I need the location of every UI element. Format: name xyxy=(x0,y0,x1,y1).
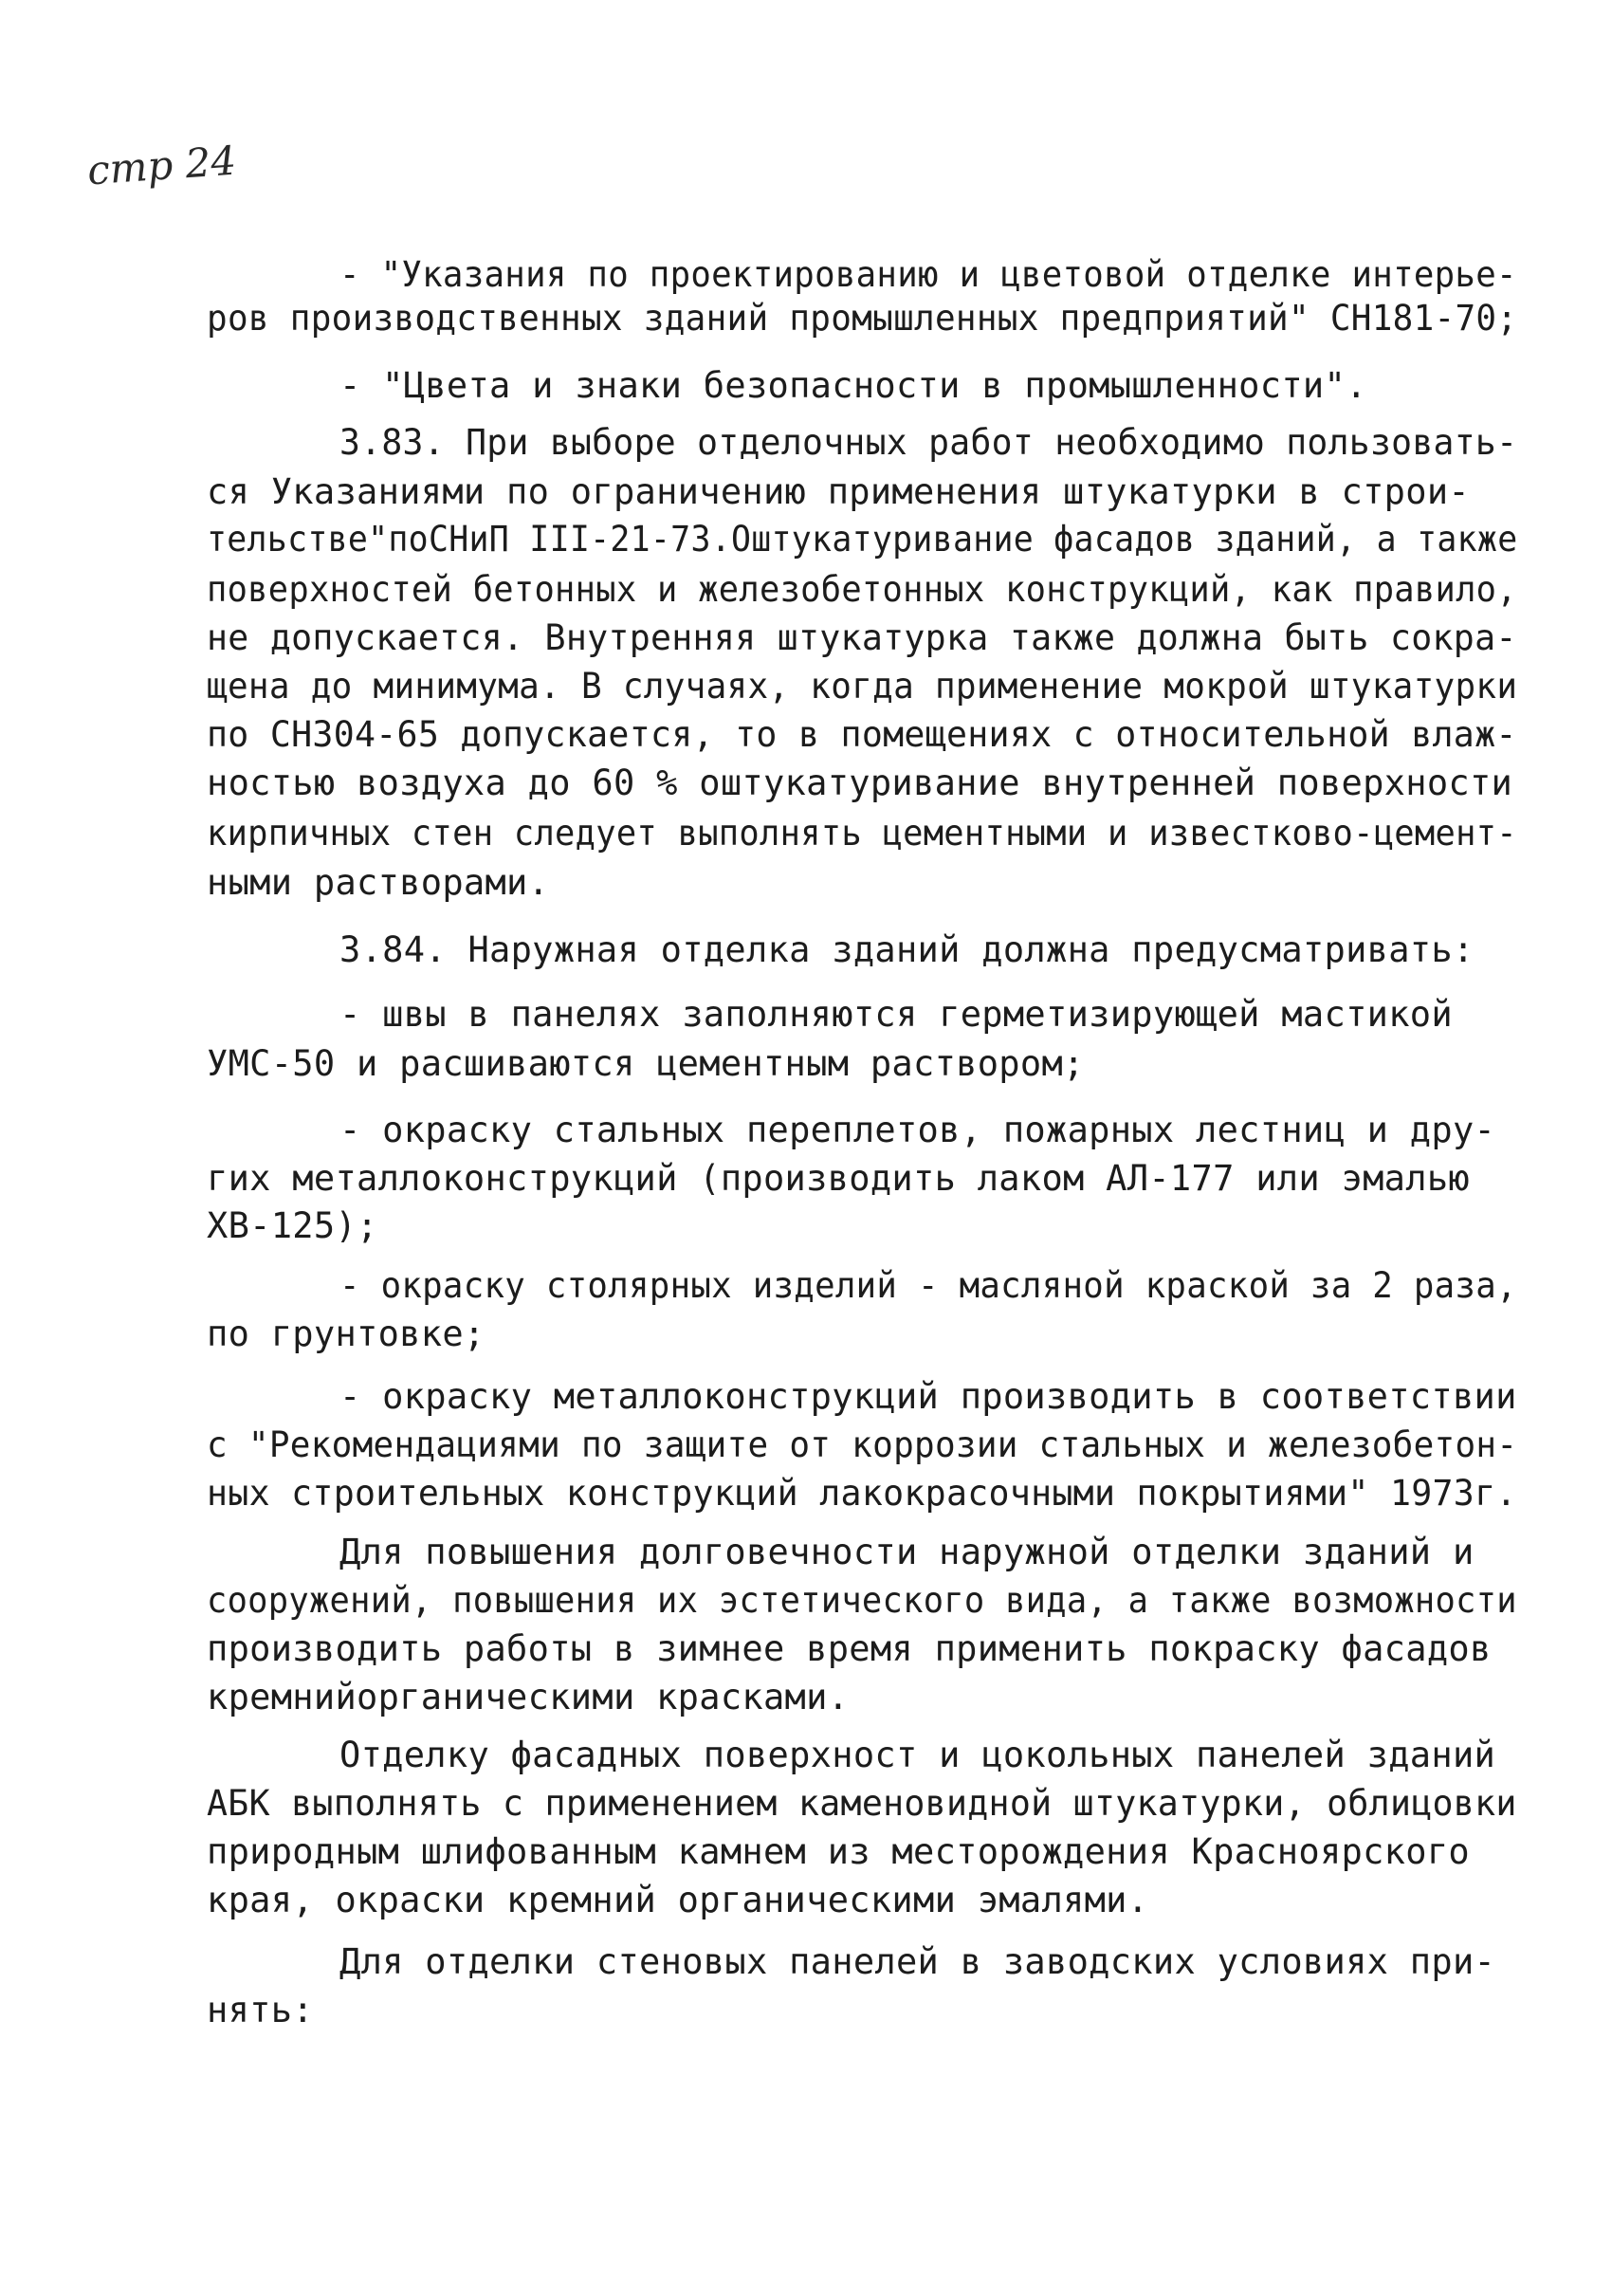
text-line: края, окраски кремний органическими эмалями. xyxy=(207,1880,1149,1920)
text-line: 3.84. Наружная отделка зданий должна предусматривать: xyxy=(339,929,1475,970)
text-line: - окраску столярных изделий - масляной краской за 2 раза, xyxy=(339,1265,1517,1306)
text-line: ХВ-125); xyxy=(207,1205,378,1246)
text-line: - окраску стальных переплетов, пожарных лестниц и дру- xyxy=(339,1110,1496,1150)
text-line: 3.83. При выборе отделочных работ необходимо пользовать- xyxy=(339,422,1518,463)
text-line: ров производственных зданий промышленных предприятий" СН181-70; xyxy=(207,298,1518,339)
text-line: природным шлифованным камнем из месторождения Красноярского xyxy=(207,1831,1470,1872)
text-line: по грунтовке; xyxy=(207,1313,485,1354)
text-line: Для повышения долговечности наружной отделки зданий и xyxy=(339,1532,1475,1572)
handwritten-page-number: стр 24 xyxy=(85,137,238,194)
text-line: Отделку фасадных поверхност и цокольных панелей зданий xyxy=(339,1735,1496,1775)
text-line: - "Цвета и знаки безопасности в промышленности". xyxy=(339,365,1367,406)
text-line: Для отделки стеновых панелей в заводских условиях при- xyxy=(339,1941,1496,1982)
text-line: - "Указания по проектированию и цветовой отделке интерье- xyxy=(339,254,1517,295)
text-line: сооружений, повышения их эстетического вида, а также возможности xyxy=(207,1580,1517,1621)
text-line: по СН304-65 допускается, то в помещениях с относительной влаж- xyxy=(207,714,1517,755)
text-line: поверхностей бетонных и железобетонных конструкций, как правило, xyxy=(207,569,1517,610)
text-line: не допускается. Внутренняя штукатурка также должна быть сокра- xyxy=(207,617,1517,658)
text-line: ными растворами. xyxy=(207,862,550,903)
text-line: ностью воздуха до 60 % оштукатуривание внутренней поверхности xyxy=(207,762,1513,803)
text-line: ных строительных конструкций лакокрасочными покрытиями" 1973г. xyxy=(207,1473,1517,1514)
text-line: - швы в панелях заполняются герметизирующей мастикой xyxy=(339,994,1453,1035)
text-line: ся Указаниями по ограничению применения штукатурки в строи- xyxy=(207,471,1470,512)
text-line: АБК выполнять с применением каменовидной штукатурки, облицовки xyxy=(207,1783,1517,1824)
text-line: щена до минимума. В случаях, когда применение мокрой штукатурки xyxy=(207,666,1518,707)
text-line: тельстве"поСНиП III-21-73.Оштукатуривание фасадов зданий, а также xyxy=(207,519,1518,560)
text-line: с "Рекомендациями по защите от коррозии стальных и железобетон- xyxy=(207,1424,1518,1465)
text-line: гих металлоконструкций (производить лаком АЛ-177 или эмалью xyxy=(207,1158,1470,1199)
text-line: производить работы в зимнее время применить покраску фасадов xyxy=(207,1628,1492,1669)
text-line: кирпичных стен следует выполнять цементными и известково-цемент- xyxy=(207,813,1517,854)
text-line: УМС-50 и расшиваются цементным раствором; xyxy=(207,1043,1085,1084)
text-line: нять: xyxy=(207,1990,314,2030)
text-line: - окраску металлоконструкций производить в соответствии xyxy=(339,1376,1517,1417)
text-line: кремнийорганическими красками. xyxy=(207,1677,850,1717)
